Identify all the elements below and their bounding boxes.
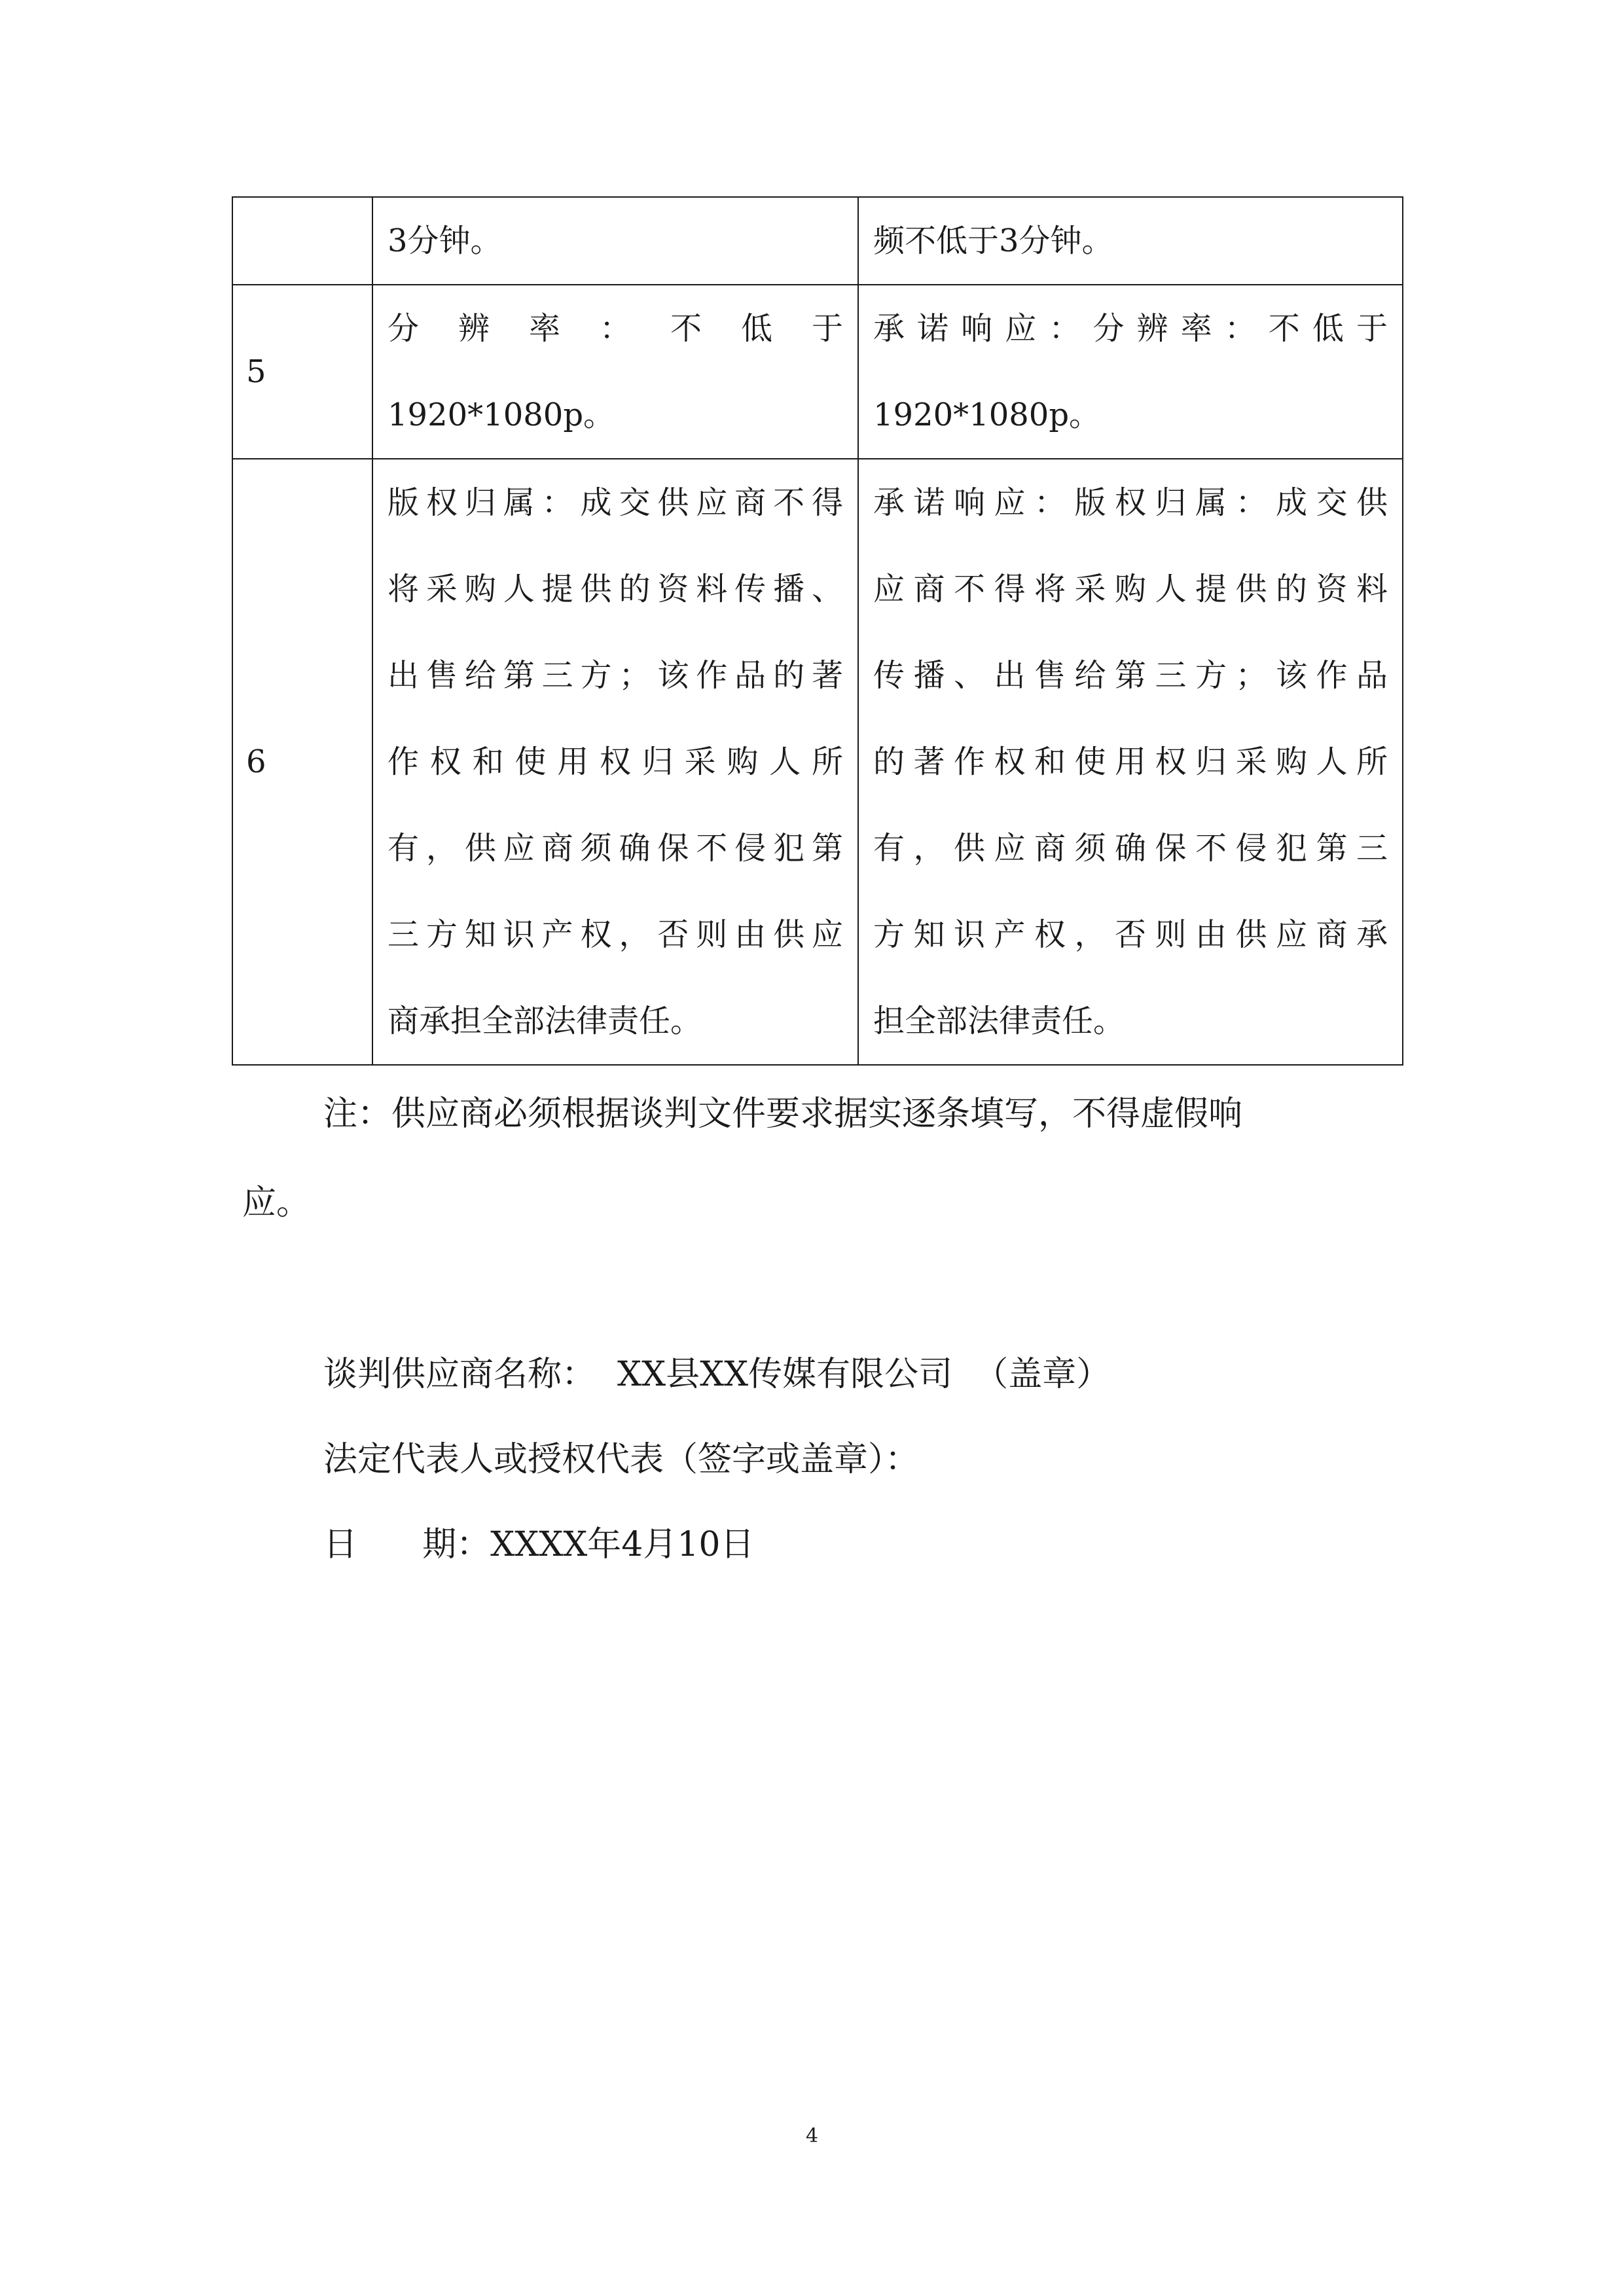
response-line: 1920*1080p。	[873, 397, 1101, 433]
response-line: 担全部法律责任。	[873, 1003, 1125, 1039]
page-number: 4	[805, 2125, 819, 2147]
date-line: 日 期：XXXX年4月10日	[323, 1525, 755, 1564]
supplier-name-line: 谈判供应商名称： XX县XX传媒有限公司 （盖章）	[323, 1355, 1111, 1394]
response-line: 频不低于3分钟。	[873, 223, 1113, 259]
requirement-line: 出售给第三方；该作品的著	[388, 657, 843, 694]
requirement-line: 将采购人提供的资料传播、	[388, 571, 843, 607]
table-row	[232, 459, 1403, 1065]
requirement-line: 分 辨 率 ： 不 低 于	[388, 310, 843, 347]
response-line: 的著作权和使用权归采购人所	[873, 744, 1388, 780]
response-line: 承诺响应：版权归属：成交供	[873, 484, 1388, 521]
requirement-line: 作权和使用权归采购人所	[388, 744, 843, 780]
requirement-cell	[372, 285, 858, 459]
response-line: 方知识产权，否则由供应商承	[873, 916, 1388, 953]
response-cell	[858, 285, 1403, 459]
requirement-line: 三方知识产权，否则由供应	[388, 916, 843, 953]
response-line: 应商不得将采购人提供的资料	[873, 571, 1388, 607]
requirement-line: 3分钟。	[388, 223, 502, 259]
response-cell	[858, 197, 1403, 285]
table-row	[232, 285, 1403, 459]
requirement-line: 商承担全部法律责任。	[388, 1003, 702, 1039]
table-row	[232, 197, 1403, 285]
row-number-cell: 5	[232, 285, 372, 459]
response-line: 承诺响应：分辨率：不低于	[873, 310, 1388, 347]
response-line: 有，供应商须确保不侵犯第三	[873, 830, 1388, 867]
response-table	[232, 196, 1403, 1066]
requirement-line: 有，供应商须确保不侵犯第	[388, 830, 843, 867]
note-text: 注：供应商必须根据谈判文件要求据实逐条填写，不得虚假响	[323, 1094, 1243, 1134]
requirement-cell	[372, 197, 858, 285]
response-line: 传播、出售给第三方；该作品	[873, 657, 1388, 694]
row-number-cell	[232, 197, 372, 285]
row-number-cell: 6	[232, 459, 372, 1065]
response-cell	[858, 459, 1403, 1065]
note-text-continued: 应。	[242, 1183, 311, 1223]
requirement-line: 1920*1080p。	[388, 397, 615, 433]
representative-line: 法定代表人或授权代表（签字或盖章）：	[323, 1440, 920, 1479]
requirement-line: 版权归属：成交供应商不得	[388, 484, 843, 521]
requirement-cell	[372, 459, 858, 1065]
